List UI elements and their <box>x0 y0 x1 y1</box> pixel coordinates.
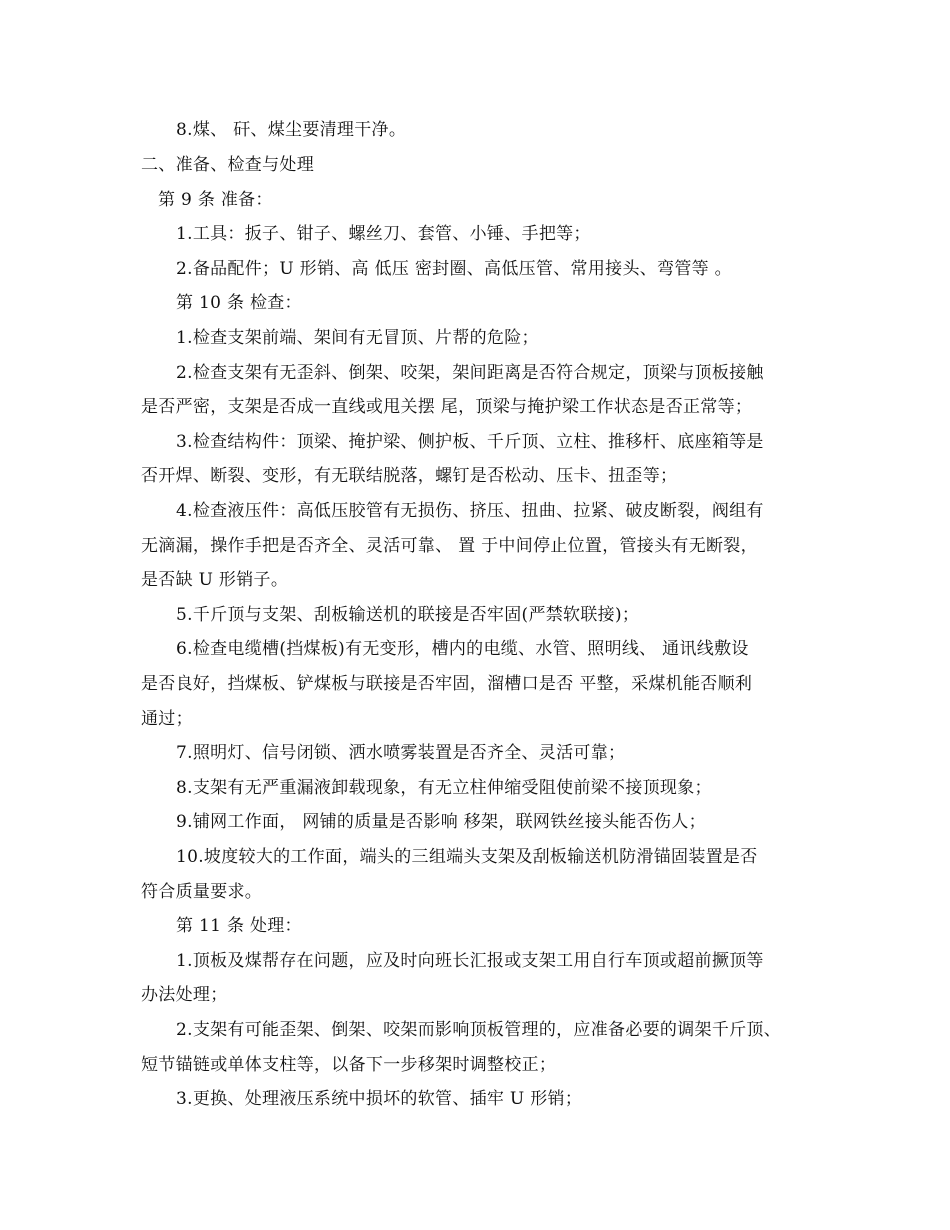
text-line: 4.检查液压件：高低压胶管有无损伤、挤压、扭曲、拉紧、破皮断裂，阀组有 <box>176 501 764 521</box>
text-line: 3.更换、处理液压系统中损坏的软管、插牢 U 形销； <box>176 1089 583 1109</box>
text-line: 无滴漏，操作手把是否齐全、灵活可靠、 置 于中间停止位置，管接头有无断裂， <box>141 536 758 556</box>
text-line: 否开焊、断裂、变形，有无联结脱落，螺钉是否松动、压卡、扭歪等； <box>141 466 678 486</box>
text-line: 符合质量要求。 <box>141 882 263 902</box>
text-line: 2.备品配件；U 形销、高 低压 密封圈、高低压管、常用接头、弯管等 。 <box>176 259 732 279</box>
text-line: 是否严密，支架是否成一直线或甩关摆 尾，顶梁与掩护梁工作状态是否正常等； <box>141 397 753 417</box>
text-line: 9.铺网工作面， 网铺的质量是否影响 移架，联网铁丝接头能否伤人； <box>176 812 706 832</box>
text-line: 办法处理； <box>141 985 228 1005</box>
text-line: 6.检查电缆槽(挡煤板)有无变形，槽内的电缆、水管、照明线、 通讯线敷设 <box>176 639 749 659</box>
text-line: 1.顶板及煤帮存在问题，应及时向班长汇报或支架工用自行车顶或超前撅顶等 <box>176 951 764 971</box>
text-line: 2.支架有可能歪架、倒架、咬架而影响顶板管理的，应准备必要的调架千斤顶、 <box>176 1020 782 1040</box>
text-line: 1.检查支架前端、架间有无冒顶、片帮的危险； <box>176 328 539 348</box>
text-line: 7.照明灯、信号闭锁、洒水喷雾装置是否齐全、灵活可靠； <box>176 743 626 763</box>
text-line: 10.坡度较大的工作面，端头的三组端头支架及刮板输送机防滑锚固装置是否 <box>176 847 758 867</box>
text-line: 2.检查支架有无歪斜、倒架、咬架，架间距离是否符合规定，顶梁与顶板接触 <box>176 363 764 383</box>
text-line: 3.检查结构件：顶梁、掩护梁、侧护板、千斤顶、立柱、推移杆、底座箱等是 <box>176 432 764 452</box>
article-heading: 第 9 条 准备： <box>158 190 273 210</box>
text-line: 通过； <box>141 709 193 729</box>
section-heading: 二、准备、检查与处理 <box>141 155 314 175</box>
text-line: 8.支架有无严重漏液卸载现象，有无立柱伸缩受阻使前梁不接顶现象； <box>176 778 712 798</box>
text-line: 5.千斤顶与支架、刮板输送机的联接是否牢固(严禁软联接)； <box>176 605 640 625</box>
text-line: 是否缺 U 形销子。 <box>141 570 289 590</box>
article-heading: 第 11 条 处理： <box>176 916 302 936</box>
text-line: 短节锚链或单体支柱等，以备下一步移架时调整校正； <box>141 1055 557 1075</box>
text-line: 8.煤、 矸、煤尘要清理干净。 <box>176 120 407 140</box>
text-line: 1.工具：扳子、钳子、螺丝刀、套管、小锤、手把等； <box>176 224 591 244</box>
article-heading: 第 10 条 检查： <box>176 293 302 313</box>
text-line: 是否良好，挡煤板、铲煤板与联接是否牢固，溜槽口是否 平整，采煤机能否顺利 <box>141 674 753 694</box>
